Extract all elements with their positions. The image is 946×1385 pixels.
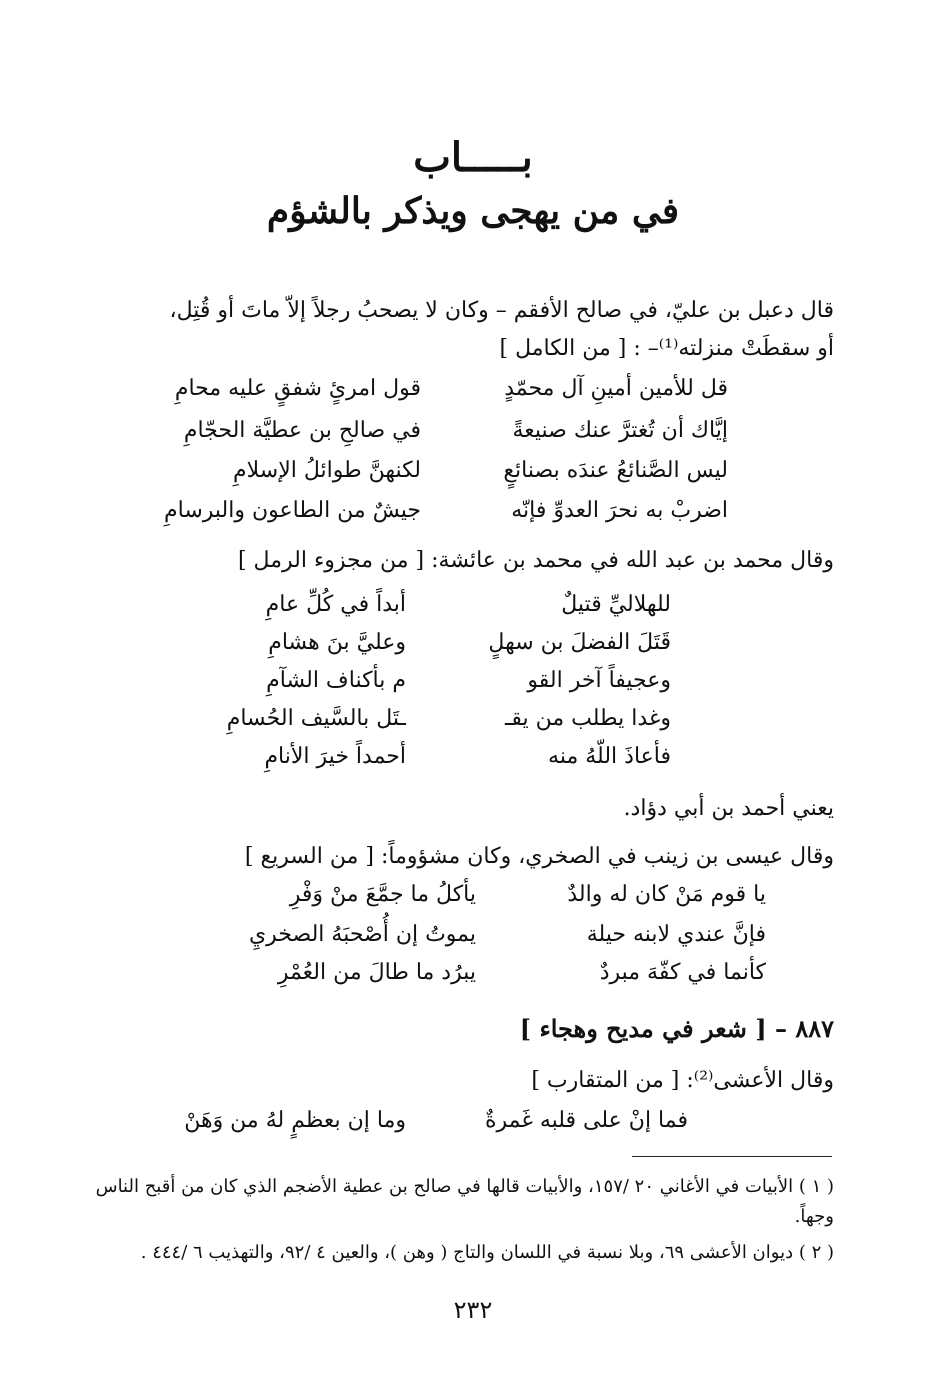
footnote: ( ٢ ) ديوان الأعشى ٦٩، وبلا نسبة في اللسان والتاج ( وهن )، والعين ٤ /٩٢، والتهذيب ٦ /٤٤٤ . — [140, 1242, 834, 1263]
verse-hemistich-right: فإنَّ عندي لابنه حيلة — [586, 922, 766, 947]
footnote: ( ١ ) الأبيات في الأغاني ٢٠ /١٥٧، والأبيات قالها في صالح بن عطية الأضجم الذي كان من أقبح الناس وجهاً. — [95, 1176, 834, 1227]
verse-hemistich-right: اضربْ به نحرَ العدوِّ فإنّه — [511, 498, 728, 523]
verse-hemistich-left: أبداً في كُلِّ عامِ — [265, 592, 406, 617]
chapter-title: في من يهجى ويذكر بالشؤم — [266, 190, 680, 232]
verse-hemistich-left: لكنهنَّ طوائلُ الإسلامِ — [233, 458, 421, 483]
verse-hemistich-right: ليس الصَّنائعُ عندَه بصنائعٍ — [503, 458, 728, 483]
verse-hemistich-left: في صالحِ بن عطيَّة الحجّامِ — [183, 418, 421, 443]
verse-hemistich-right: إيَّاك أن تُغترَّ عنك صنيعةً — [512, 418, 728, 443]
verse-hemistich-right: فأعاذَ اللّهُ منه — [548, 744, 671, 769]
chapter-label: بـــــاب — [413, 134, 533, 181]
verse-hemistich-right: كأنما في كفّهَ مبردٌ — [599, 960, 766, 985]
verse-hemistich-right: فما إنْ على قلبه غَمرةٌ — [484, 1108, 688, 1133]
verse-hemistich-left: وما إن بعظمٍ لهُ من وَهَنْ — [184, 1108, 406, 1133]
verse-hemistich-left: يأكلُ ما جمَّعَ منْ وَفْرِ — [289, 882, 476, 907]
verse-hemistich-right: قل للأمين أمينِ آل محمّدٍ — [504, 376, 728, 401]
verse-hemistich-right: وغدا يطلب من يقـ — [504, 706, 671, 731]
intro-paragraph-line: وقال الأعشى⁽²⁾: [ من المتقارب ] — [531, 1068, 834, 1093]
verse-hemistich-right: قَتَلَ الفضلَ بن سهلٍ — [488, 630, 671, 655]
verse-hemistich-left: يبرُد ما طالَ من العُمْرِ — [277, 960, 476, 985]
verse-hemistich-right: للهلاليِّ قتيلٌ — [561, 592, 671, 617]
verse-hemistich-left: وعليَّ بنَ هشامِ — [268, 630, 406, 655]
verse-hemistich-left: م بأكناف الشآمِ — [266, 668, 406, 693]
note-line: يعني أحمد بن أبي دؤاد. — [623, 796, 834, 821]
verse-hemistich-right: وعجيفاً آخر القو — [527, 668, 671, 693]
verse-hemistich-left: أحمداً خيرَ الأنامِ — [264, 744, 406, 769]
intro-paragraph-line: وقال محمد بن عبد الله في محمد بن عائشة: [ من مجزوء الرمل ] — [237, 548, 834, 573]
verse-hemistich-left: ـتَل بالسَّيف الحُسامِ — [226, 706, 406, 731]
verse-hemistich-left: يموتُ إن أُصْحبَهُ الصخريِ — [248, 922, 476, 947]
page-number: ٢٣٢ — [453, 1296, 493, 1324]
intro-paragraph-line: وقال عيسى بن زينب في الصخري، وكان مشؤوماً: [ من السريع ] — [244, 844, 834, 869]
verse-hemistich-right: يا قوم مَنْ كان له والدٌ — [567, 882, 766, 907]
verse-hemistich-left: قول امرئٍ شفقٍ عليه محامِ — [174, 376, 421, 401]
intro-paragraph-line: قال دعبل بن عليّ، في صالح الأفقم – وكان لا يصحبُ رجلاً إلاّ ماتَ أو قُتِل، — [169, 298, 834, 323]
section-heading: ٨٨٧ – [ شعر في مديح وهجاء ] — [519, 1014, 834, 1043]
footnote-divider — [632, 1156, 832, 1157]
verse-hemistich-left: جيشٌ من الطاعون والبرسامِ — [164, 498, 421, 523]
intro-paragraph-line: أو سقطَتْ منزلته⁽¹⁾– : [ من الكامل ] — [499, 336, 834, 361]
